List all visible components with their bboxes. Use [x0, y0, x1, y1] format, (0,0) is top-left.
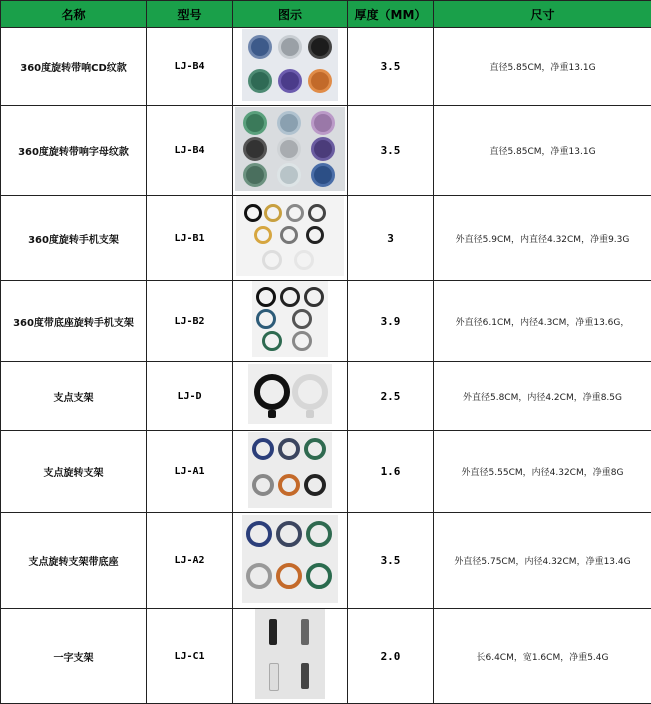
header-name: 名称 [1, 1, 147, 28]
product-image-cell [233, 106, 348, 196]
product-name: 一字支架 [1, 609, 147, 704]
table-row [1, 609, 651, 704]
product-size: 外直径5.55CM，内径4.32CM，净重8G [434, 431, 651, 513]
product-model: LJ-B4 [147, 106, 233, 196]
product-thickness: 2.0 [348, 609, 434, 704]
table-row [1, 362, 651, 431]
table-row [1, 281, 651, 362]
product-thickness: 3.5 [348, 106, 434, 196]
product-model: LJ-B2 [147, 281, 233, 362]
product-image-cell [233, 513, 348, 609]
product-size: 外直径6.1CM，内径4.3CM，净重13.6G， [434, 281, 651, 362]
product-image-cell [233, 609, 348, 704]
product-name: 360度旋转带响CD纹款 [1, 28, 147, 106]
product-thickness: 3.9 [348, 281, 434, 362]
table-row [1, 513, 651, 609]
product-thickness: 1.6 [348, 431, 434, 513]
header-row [1, 1, 651, 28]
table-row [1, 106, 651, 196]
header-size: 尺寸 [434, 1, 651, 28]
product-image-cell [233, 196, 348, 281]
product-image-cell [233, 28, 348, 106]
product-model: LJ-D [147, 362, 233, 431]
product-thickness: 3.5 [348, 513, 434, 609]
product-size: 长6.4CM，宽1.6CM，净重5.4G [434, 609, 651, 704]
product-name: 支点支架 [1, 362, 147, 431]
product-photo [235, 107, 345, 191]
product-model: LJ-C1 [147, 609, 233, 704]
product-name: 支点旋转支架带底座 [1, 513, 147, 609]
product-size: 直径5.85CM，净重13.1G [434, 106, 651, 196]
product-image-cell [233, 431, 348, 513]
product-model: LJ-A1 [147, 431, 233, 513]
product-model: LJ-B1 [147, 196, 233, 281]
product-size: 外直径5.75CM，内径4.32CM，净重13.4G [434, 513, 651, 609]
product-photo [252, 281, 328, 357]
product-image-cell [233, 362, 348, 431]
product-photo [236, 196, 344, 276]
table-row [1, 28, 651, 106]
product-name: 360度带底座旋转手机支架 [1, 281, 147, 362]
product-model: LJ-B4 [147, 28, 233, 106]
product-name: 360度旋转手机支架 [1, 196, 147, 281]
product-photo [255, 609, 325, 699]
product-name: 支点旋转支架 [1, 431, 147, 513]
product-size: 外直径5.9CM，内直径4.32CM，净重9.3G [434, 196, 651, 281]
product-size: 外直径5.8CM，内径4.2CM，净重8.5G [434, 362, 651, 431]
product-photo [248, 364, 332, 424]
product-image-cell [233, 281, 348, 362]
product-photo [248, 432, 332, 508]
product-model: LJ-A2 [147, 513, 233, 609]
table-row [1, 196, 651, 281]
product-name: 360度旋转带响字母纹款 [1, 106, 147, 196]
header-thickness: 厚度（MM） [348, 1, 434, 28]
product-thickness: 3.5 [348, 28, 434, 106]
product-photo [242, 29, 338, 101]
product-thickness: 2.5 [348, 362, 434, 431]
table-row [1, 431, 651, 513]
header-model: 型号 [147, 1, 233, 28]
product-size: 直径5.85CM，净重13.1G [434, 28, 651, 106]
header-picture: 图示 [233, 1, 348, 28]
product-photo [242, 515, 338, 603]
product-thickness: 3 [348, 196, 434, 281]
